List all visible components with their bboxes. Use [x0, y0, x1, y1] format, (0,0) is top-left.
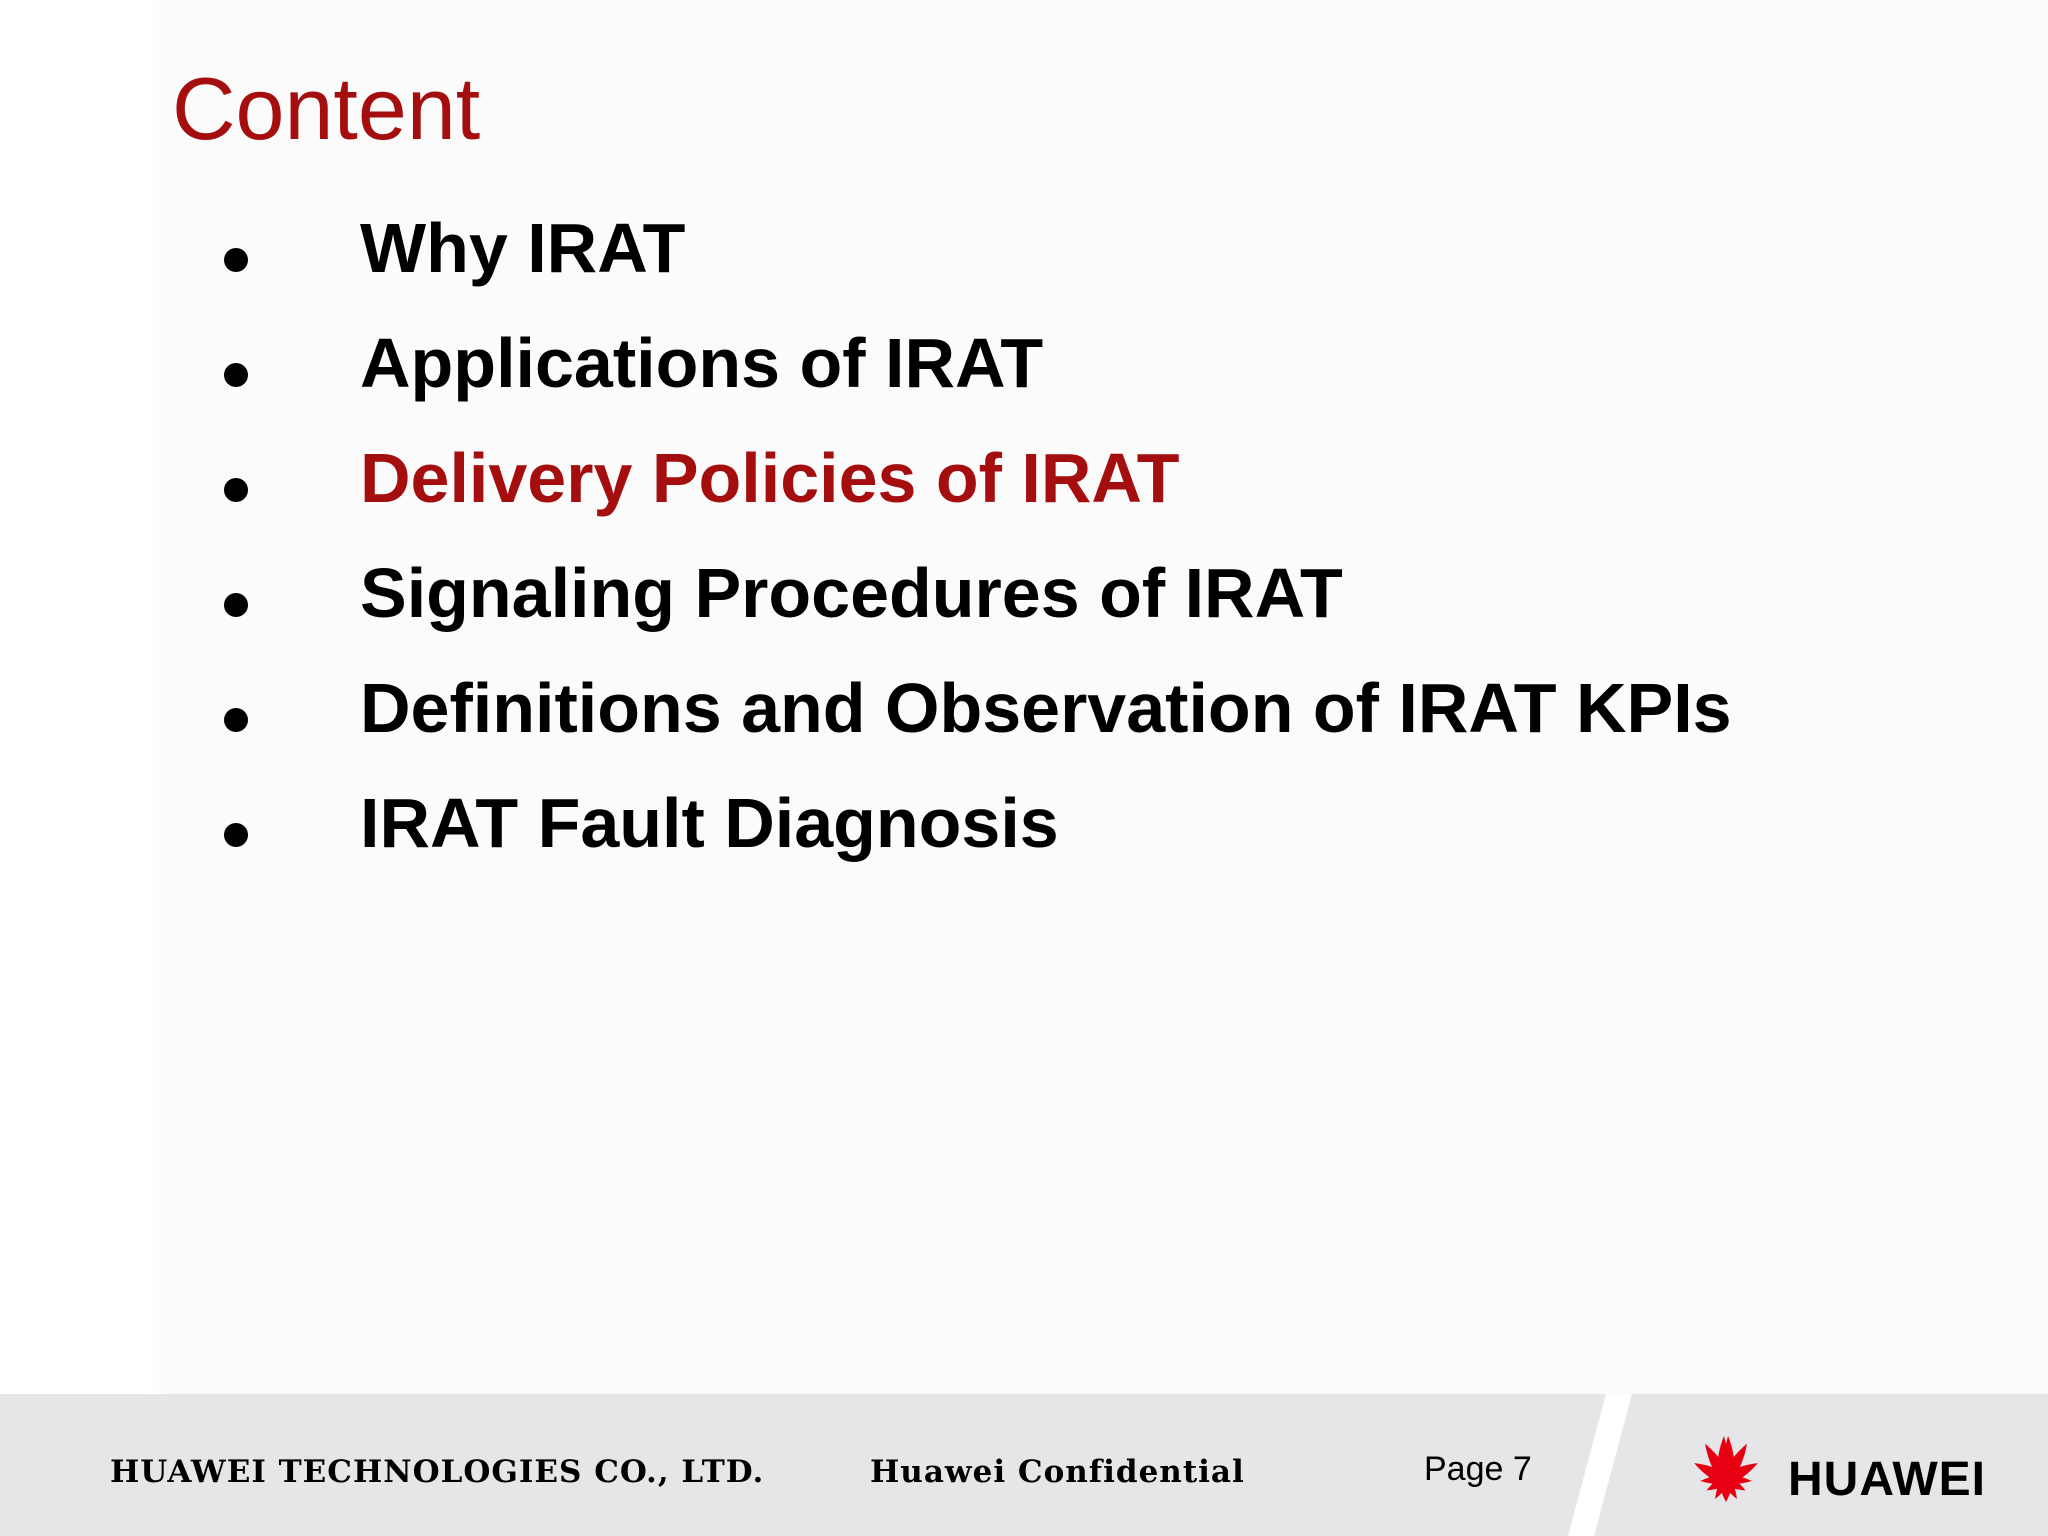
bullet-icon — [224, 248, 248, 272]
agenda-item-label: Signaling Procedures of IRAT — [360, 554, 1343, 632]
footer-company: HUAWEI TECHNOLOGIES CO., LTD. — [110, 1454, 765, 1490]
bullet-icon — [224, 593, 248, 617]
agenda-item — [0, 784, 2000, 913]
agenda-item-label: IRAT Fault Diagnosis — [360, 784, 1059, 862]
agenda-item-label: Why IRAT — [360, 209, 686, 287]
footer-confidential: Huawei Confidential — [870, 1454, 1245, 1490]
agenda-item-label: Delivery Policies of IRAT — [360, 439, 1180, 517]
bullet-icon — [224, 708, 248, 732]
slide-title: Content — [172, 59, 481, 158]
agenda-item-label: Applications of IRAT — [360, 324, 1044, 402]
page-number: Page 7 — [1424, 1450, 1532, 1488]
huawei-logo-icon — [1676, 1430, 1776, 1510]
huawei-logo-text: HUAWEI — [1788, 1453, 1986, 1506]
bullet-icon — [224, 823, 248, 847]
bullet-icon — [224, 363, 248, 387]
agenda-item-label: Definitions and Observation of IRAT KPIs — [360, 669, 1732, 747]
bullet-icon — [224, 478, 248, 502]
slide-footer — [0, 1394, 2048, 1536]
